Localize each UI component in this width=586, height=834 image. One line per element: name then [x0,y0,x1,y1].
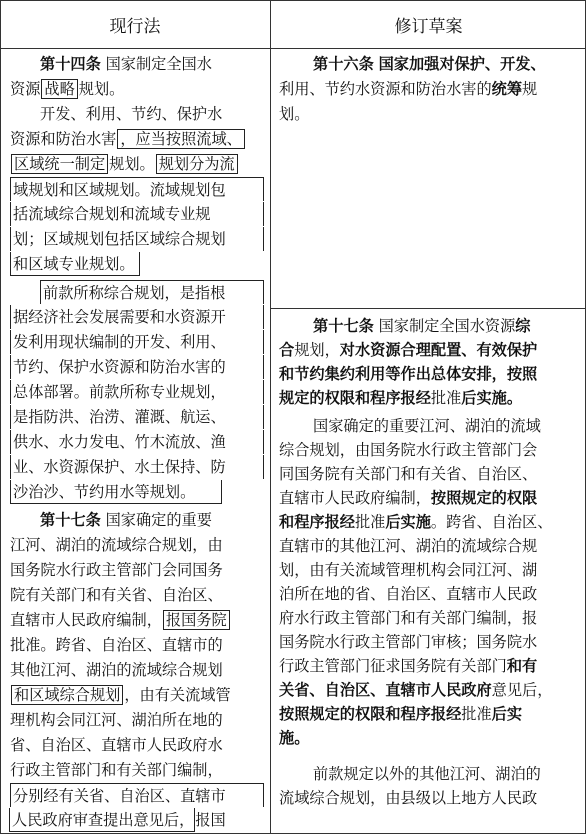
article-17-title-left: 第十七条 [40,511,101,529]
left-a17-line-4: 院有关部门和有关省、自治区、 [10,586,223,604]
left-a14-line-6: 域规划和区域规划。流域规划包 [10,177,264,201]
right-a17-p2-line-11: 行政主管部门征求国务院有关部门和有 [279,657,538,675]
right-a17-line-2: 合规划，对水资源合理配置、有效保护 [279,341,538,359]
left-a14-line-5: 区域统一制定 规划。 规划分为流 [10,152,264,176]
right-a17-p3-line-1: 前款规定以外的其他江河、湖泊的 [313,765,541,783]
article-17-title-right: 第十七条 [313,317,374,335]
right-a16-line-2: 利用、节约水资源和防治水害的统筹规 [279,80,538,98]
left-a14-line-7: 括流域综合规划和流域专业规 [10,202,264,226]
right-a17-p2-line-10: 国务院水行政主管部门审核；国务院水 [279,633,538,651]
right-a17-p2-line-12: 关省、自治区、直辖市人民政府意见后， [279,681,553,699]
left-a14-line-2: 资源 战略 规划。 [10,80,125,98]
left-a14-line-9: 和区域专业规划。 [10,252,140,276]
right-a17-p2-line-3: 同国务院有关部门和有关省、自治区、 [279,465,538,483]
right-a17-p2-line-13: 按照规定的权限和程序报经批准后实 [279,705,522,723]
left-a14-line-16: 供水、水力发电、竹木流放、渔 [10,430,264,454]
right-a17-p2-line-8: 泊所在地的省、自治区、直辖市人民政 [279,585,538,603]
left-a17-line-2: 江河、湖泊的流域综合规划，由 [10,536,223,554]
header-current-law: 现行法 [109,16,161,37]
left-a17-line-12: 分别经有关省、自治区、直辖市 [10,783,264,807]
right-a17-p2-line-4: 直辖市人民政府编制，按照规定的权限 [279,489,538,507]
left-a17-line-5: 直辖市人民政府编制， 报国务院 [10,608,264,632]
column-divider [270,0,271,834]
right-a16-line-1: 第十六条 国家加强对保护、开发、 [313,55,546,73]
left-a14-line-17: 业、水资源保护、水土保持、防 [10,455,264,479]
right-a17-line-4: 规定的权限和程序报经批准后实施。 [279,389,522,407]
right-a17-p3-line-2: 流域综合规划，由县级以上地方人民政 [279,789,538,807]
article-14-title: 第十四条 [40,55,101,73]
header-revised-draft: 修订草案 [394,16,463,37]
left-a17-line-10: 省、自治区、直辖市人民政府水 [10,736,223,754]
left-a17-line-8: 和区域综合规划 ，由有关流域管 [10,683,264,707]
left-a17-line-11: 行政主管部门和有关部门编制， [10,761,223,779]
left-a14-line-18: 沙治沙、节约用水等规划。 [10,480,222,504]
right-a17-line-3: 和节约集约利用等作出总体安排，按照 [279,365,538,383]
left-a14-line-8: 划；区域规划包括区域综合规划 [10,227,264,251]
right-a17-line-1: 第十七条 国家制定全国水资源综 [313,317,531,335]
left-a17-line-7: 其他江河、湖泊的流域综合规划 [10,661,223,679]
right-a17-p2-line-1: 国家确定的重要江河、湖泊的流域 [313,417,541,435]
left-a14-line-13: 节约、保护水资源和防治水害的 [10,355,264,379]
left-a17-line-3: 国务院水行政主管部门会同国务 [10,561,223,579]
right-a17-p2-line-6: 直辖市的其他江河、湖泊的流域综合规 [279,537,538,555]
left-a14-line-12: 发利用现状编制的开发、利用、 [10,330,264,354]
left-a17-line-1: 第十七条 国家确定的重要 [40,511,212,529]
left-a14-line-3: 开发、利用、节约、保护水 [40,105,223,123]
left-a14-line-14: 总体部署。前款所称专业规划， [10,380,264,404]
header-divider [0,48,586,49]
right-a16-line-3: 划。 [279,105,310,123]
left-a17-line-6: 批准。跨省、自治区、直辖市的 [10,636,223,654]
left-a14-line-10: 前款所称综合规划，是指根 [40,280,264,304]
right-a17-p2-line-9: 府水行政主管部门和有关部门编制，报 [279,609,538,627]
right-a17-p2-line-5: 和程序报经批准后实施。跨省、自治区、 [279,513,553,531]
left-a14-line-15: 是指防洪、治涝、灌溉、航运、 [10,405,264,429]
left-a17-line-9: 理机构会同江河、湖泊所在地的 [10,711,223,729]
right-a17-p2-line-7: 划，由有关流域管理机构会同江河、湖 [279,561,538,579]
left-a14-line-11: 据经济社会发展需要和水资源开 [10,305,264,329]
right-a17-p2-line-14: 施。 [279,729,310,747]
left-a14-line-4: 资源和防治水害 ，应当按照流域、 [10,127,264,151]
right-row-divider [270,308,586,309]
left-a14-line-1: 第十四条 国家制定全国水 [40,55,212,73]
article-16-title: 第十六条 [313,55,374,73]
left-a17-line-13: 人民政府审查提出意见后，报国 [10,808,264,832]
right-a17-p2-line-2: 综合规划，由国务院水行政主管部门会 [279,441,538,459]
